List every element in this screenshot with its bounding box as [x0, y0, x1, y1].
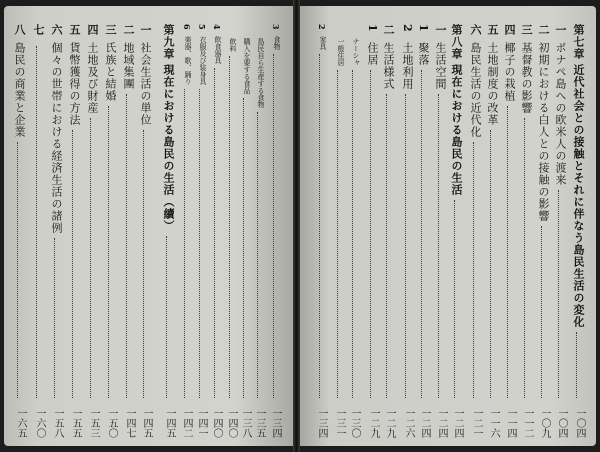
toc-entry	[118, 24, 134, 438]
toc-entry	[430, 24, 446, 438]
section-title: 購入を要する食品	[243, 38, 251, 94]
page-number: 一二九	[384, 408, 395, 438]
dot-leader	[273, 54, 274, 398]
page-number: 一二六	[403, 408, 414, 438]
page-number: 一五三	[88, 408, 99, 438]
section-title: 生活空間	[434, 42, 447, 90]
section-number: 四	[503, 24, 516, 36]
dot-leader	[421, 70, 422, 398]
section-title: ポナペ島への欧米人の渡来	[554, 42, 567, 186]
page-number: 一二四	[452, 408, 463, 438]
page-number: 一四二	[181, 408, 192, 438]
dot-leader	[576, 332, 577, 398]
section-number: 三	[520, 24, 533, 36]
section-number: 五	[68, 24, 81, 36]
page-number: 一一四	[505, 408, 516, 438]
section-title: 住居	[366, 42, 379, 66]
page-number: 一五八	[52, 408, 63, 438]
page-number: 一六五	[15, 408, 26, 438]
section-title: 個々の世帯における経済生活の諸例	[50, 42, 63, 234]
toc-entry	[82, 24, 98, 438]
section-number: 5	[197, 24, 207, 31]
section-number: 2	[401, 24, 414, 33]
dot-leader	[370, 70, 371, 398]
section-number: 一	[139, 24, 152, 36]
dot-leader	[184, 89, 185, 398]
toc-entry	[550, 24, 566, 438]
toc-entry	[46, 24, 62, 438]
dot-leader	[337, 70, 338, 398]
toc-entry	[499, 24, 515, 438]
section-title: 島民生活の近代化	[469, 42, 482, 138]
section-title: 氏族と結婚	[104, 42, 117, 102]
section-number: 二	[382, 24, 395, 36]
section-title: 一般住居	[337, 38, 345, 66]
dot-leader	[558, 190, 559, 398]
dot-leader	[36, 46, 37, 398]
toc-entry	[568, 24, 584, 438]
section-number: 3	[271, 24, 281, 31]
section-title: 島民の商業と企業	[13, 42, 26, 138]
section-number: 六	[469, 24, 482, 36]
page-number: 一〇四	[556, 408, 567, 438]
page-number: 一三五	[254, 408, 265, 438]
dot-leader	[257, 112, 258, 398]
section-title: 基督教の影響	[520, 42, 533, 114]
chapter-title: 近代社会との接触とそれに伴なう島民生活の変化	[572, 64, 585, 328]
toc-entry	[250, 24, 264, 438]
chapter-number: 第七章	[572, 24, 585, 60]
dot-leader	[490, 130, 491, 398]
dot-leader	[454, 200, 455, 398]
dot-leader	[524, 118, 525, 398]
toc-entry	[413, 24, 429, 438]
dot-leader	[352, 70, 353, 398]
page-number: 一二四	[436, 408, 447, 438]
section-title: 社会生活の単位	[139, 42, 152, 126]
toc-entry	[533, 24, 549, 438]
dot-leader	[229, 56, 230, 398]
section-number: 2	[317, 24, 327, 31]
toc-entry	[266, 24, 280, 438]
page-number: 一四五	[164, 408, 175, 438]
page-number: 一五五	[70, 408, 81, 438]
section-number: 五	[486, 24, 499, 36]
section-number: 二	[537, 24, 550, 36]
section-title: 初期における白人との接触の影響	[537, 42, 550, 222]
section-number: 1	[366, 24, 379, 33]
dot-leader	[243, 98, 244, 398]
toc-entry	[177, 24, 191, 438]
page-number: 一三〇	[349, 408, 360, 438]
book-gutter	[293, 0, 300, 452]
section-number: 八	[13, 24, 26, 36]
toc-entry	[345, 24, 359, 438]
toc-entry	[446, 24, 462, 438]
section-number: 三	[104, 24, 117, 36]
dot-leader	[319, 54, 320, 398]
page-number: 一四〇	[211, 408, 222, 438]
page-number: 一四七	[124, 408, 135, 438]
dot-leader	[54, 238, 55, 398]
page-number: 一三四	[316, 408, 327, 438]
toc-entry	[158, 24, 174, 438]
section-title: 土地及び財産	[86, 42, 99, 114]
page-number: 一六〇	[34, 408, 45, 438]
toc-entry	[135, 24, 151, 438]
dot-leader	[199, 89, 200, 398]
toc-entry	[222, 24, 236, 438]
toc-entry	[330, 24, 344, 438]
section-number: 6	[182, 24, 192, 31]
toc-entry	[312, 24, 326, 438]
toc-entry	[378, 24, 394, 438]
chapter-number: 第八章	[450, 24, 463, 60]
section-title: 聚落	[417, 42, 430, 66]
page-number: 一三四	[270, 408, 281, 438]
section-number: 七	[32, 24, 45, 36]
dot-leader	[17, 142, 18, 398]
toc-entry	[100, 24, 116, 438]
toc-entry	[207, 24, 221, 438]
page-number: 一二一	[471, 408, 482, 438]
section-number: 4	[212, 24, 222, 31]
section-title: 飲料	[229, 38, 237, 52]
dot-leader	[72, 130, 73, 398]
dot-leader	[541, 226, 542, 398]
section-number: 一	[554, 24, 567, 36]
chapter-number: 第九章	[162, 24, 175, 60]
dot-leader	[166, 236, 167, 398]
page-number: 一四〇	[226, 408, 237, 438]
chapter-title: 現在における島民の生活	[450, 64, 463, 196]
section-number: 一	[434, 24, 447, 36]
section-title: 土地利用	[401, 42, 414, 90]
toc-entry	[362, 24, 378, 438]
page-number: 一五〇	[106, 408, 117, 438]
dot-leader	[126, 94, 127, 398]
page-number: 一二九	[368, 408, 379, 438]
section-title: 楽器、歌、踊り	[184, 36, 192, 85]
dot-leader	[143, 130, 144, 398]
section-title: 椰子の栽植	[503, 42, 516, 102]
section-title: ナーシャ	[352, 38, 360, 66]
page-number: 一一六	[488, 408, 499, 438]
page-number: 一四五	[141, 408, 152, 438]
section-title: 貨幣獲得の方法	[68, 42, 81, 126]
page-number: 一〇九	[539, 408, 550, 438]
dot-leader	[473, 142, 474, 398]
section-title: 衣服及び装身具	[199, 36, 207, 85]
section-title: 島民自ら生産する食物	[257, 38, 265, 108]
left-page	[4, 6, 293, 446]
dot-leader	[405, 94, 406, 398]
section-number: 六	[50, 24, 63, 36]
section-title: 生活様式	[382, 42, 395, 90]
toc-entry	[482, 24, 498, 438]
toc-entry	[9, 24, 25, 438]
section-number: 1	[417, 24, 430, 33]
page-number: 一一二	[522, 408, 533, 438]
dot-leader	[108, 106, 109, 398]
toc-entry	[397, 24, 413, 438]
section-number: 四	[86, 24, 99, 36]
page-number: 一二四	[419, 408, 430, 438]
dot-leader	[90, 118, 91, 398]
toc-entry	[64, 24, 80, 438]
page-number: 一〇四	[574, 408, 585, 438]
toc-entry	[28, 24, 44, 438]
page-number: 一三一	[334, 408, 345, 438]
toc-entry	[465, 24, 481, 438]
toc-entry	[192, 24, 206, 438]
section-title: 地域集團	[122, 42, 135, 90]
page-number: 一四一	[196, 408, 207, 438]
section-title: 家具	[319, 36, 327, 50]
section-title: 食物	[273, 36, 281, 50]
dot-leader	[214, 68, 215, 398]
section-number: 二	[122, 24, 135, 36]
toc-entry	[236, 24, 250, 438]
dot-leader	[507, 106, 508, 398]
dot-leader	[386, 94, 387, 398]
section-title: 土地制度の改革	[486, 42, 499, 126]
toc-entry	[516, 24, 532, 438]
section-title: 飲食器具	[214, 36, 222, 64]
chapter-title: 現在における島民の生活（續）	[162, 64, 175, 232]
dot-leader	[438, 94, 439, 398]
right-page	[300, 6, 596, 446]
page-number: 一三八	[240, 408, 251, 438]
